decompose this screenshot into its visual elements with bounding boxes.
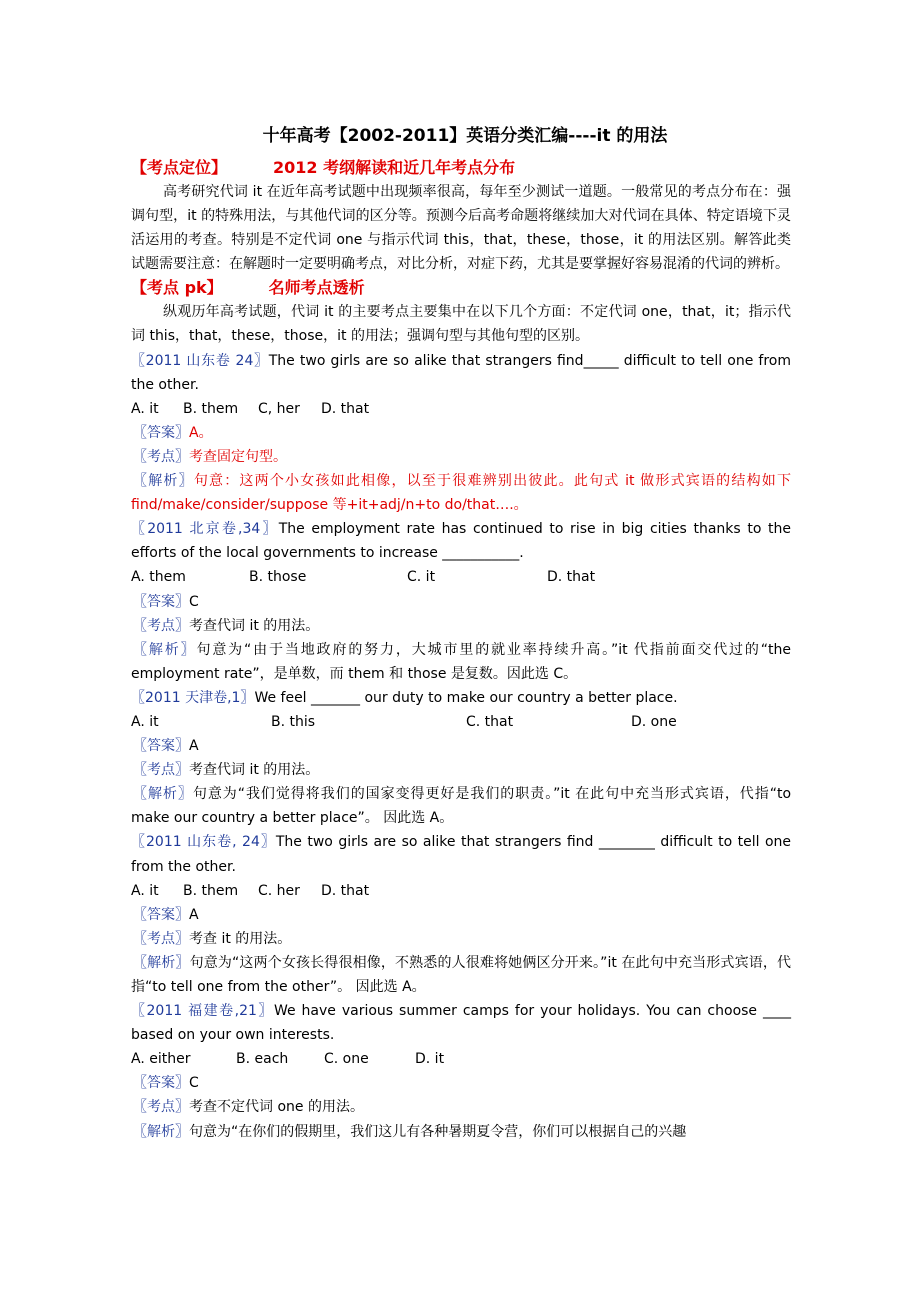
option: A. either [131,1051,191,1068]
option: A. it [131,713,159,730]
option: C. it [407,569,436,586]
answer-value: A [189,738,199,755]
point-text: 考查代词 it 的用法。 [189,617,320,634]
option: D. it [415,1051,445,1068]
answer-tag: 〖答案〗 [133,424,189,441]
section-label: 【考点 pk】 [131,278,223,298]
answer-line [131,1071,791,1095]
option: D. that [321,882,370,899]
explanation-line [131,951,791,999]
question-text: The two girls are so alike that strangers find_____ difficult to tell one from the other. [131,352,792,393]
explanation-text: 句意为“由于当地政府的努力，大城市里的就业率持续升高。”it 代指前面交代过的“the employment rate”，是单数，而 them 和 those 是复数。因此选 C。 [131,641,792,682]
option: C. her [258,882,300,899]
option: B. them [183,400,239,417]
answer-value: C [189,1075,199,1092]
option: A. them [131,569,186,586]
section-label: 【考点定位】 [131,158,228,177]
answer-tag: 〖答案〗 [133,738,189,755]
explanation-line [131,782,791,830]
answer-line [131,903,791,927]
option: D. that [321,400,370,417]
point-text: 考查 it 的用法。 [189,930,292,947]
document-body [131,120,791,1144]
answer-tag: 〖答案〗 [133,1075,189,1092]
question-source: 〖2011 山东卷, 24〗 [131,834,276,851]
point-line [131,758,791,782]
question-options [131,397,791,421]
intro-paragraph: 高考研究代词 it 在近年高考试题中出现频率很高，每年至少测试一道题。一般常见的考点分布在：强调句型，it 的特殊用法，与其他代词的区分等。预测今后高考命题将继续加大对代词在具体、特定语境下灵活运用的考查。特别是不定代词 one 与指示代词 this，that，these，those，it 的用法区别。解答此类试题需要注意：在解题时一定要明确考点，对比分析，对症下药，尤其是要掌握好容易混淆的代词的辨析。 [131,184,791,273]
explanation-text: 句意为“我们觉得将我们的国家变得更好是我们的职责。”it 在此句中充当形式宾语，代指“to make our country a better place”。 因此选 A。 [131,786,792,827]
option: D. that [547,569,596,586]
answer-line [131,421,791,445]
question-text: We feel _______ our duty to make our country a better place. [254,689,678,706]
section-title: 名师考点透析 [268,278,365,298]
section-heading-1 [131,156,791,180]
point-line [131,445,791,469]
answer-line [131,734,791,758]
question-text: The two girls are so alike that strangers find ________ difficult to tell one from the other. [131,834,791,875]
question-stem [131,830,791,878]
explanation-text: 句意：这两个小女孩如此相像，以至于很难辨别出彼此。此句式 it 做形式宾语的结构如下 find/make/consider/suppose 等+it+adj/n+to do/that….。 [131,473,791,514]
option: B. each [236,1051,289,1068]
option: B. those [249,569,307,586]
option: D. one [631,713,677,730]
answer-value: C [189,593,199,610]
point-tag: 〖考点〗 [133,762,189,779]
point-line [131,614,791,638]
question-source: 〖2011 天津卷,1〗 [131,689,255,706]
answer-value: A。 [189,424,213,441]
explanation-text: 句意为“这两个女孩长得很相像，不熟悉的人很难将她俩区分开来。”it 在此句中充当形式宾语，代指“to tell one from the other”。 因此选 A。 [131,954,792,995]
answer-value: A [189,906,199,923]
option: A. it [131,400,159,417]
option: A. it [131,882,159,899]
question-stem [131,517,791,565]
point-line [131,927,791,951]
question-text: We have various summer camps for your holidays. You can choose ____ based on your own interests. [131,1003,791,1044]
option: C, her [258,400,300,417]
explanation-tag: 〖解析〗 [133,786,193,803]
point-text: 考查固定句型。 [189,448,287,465]
question-text: The employment rate has continued to rise in big cities thanks to the efforts of the local governments to increase ___________. [131,521,792,562]
option: B. them [183,882,239,899]
section-title: 2012 考纲解读和近几年考点分布 [273,158,516,177]
question-options [131,1047,791,1071]
explanation-text: 句意为“在你们的假期里，我们这儿有各种暑期夏令营，你们可以根据自己的兴趣 [189,1123,687,1140]
point-text: 考查不定代词 one 的用法。 [189,1099,364,1116]
explanation-line [131,638,791,686]
question-options [131,565,791,589]
point-tag: 〖考点〗 [133,448,189,465]
question-source: 〖2011 福建卷,21〗 [131,1003,274,1020]
answer-tag: 〖答案〗 [133,906,189,923]
question-options [131,710,791,734]
explanation-tag: 〖解析〗 [133,641,197,658]
point-line [131,1095,791,1119]
explanation-line [131,469,791,517]
explanation-tag: 〖解析〗 [133,1123,189,1140]
answer-tag: 〖答案〗 [133,593,189,610]
question-source: 〖2011 北京卷,34〗 [131,521,279,538]
explanation-tag: 〖解析〗 [133,473,194,490]
explanation-tag: 〖解析〗 [133,954,190,971]
page-title: 十年高考【2002-2011】英语分类汇编----it 的用法 [262,126,668,146]
point-tag: 〖考点〗 [133,617,189,634]
option: B. this [271,713,316,730]
option: C. that [466,713,514,730]
option: C. one [324,1051,369,1068]
point-text: 考查代词 it 的用法。 [189,762,320,779]
question-stem [131,999,791,1047]
overview-paragraph: 纵观历年高考试题，代词 it 的主要考点主要集中在以下几个方面：不定代词 one，that，it；指示代词 this，that，these，those，it 的用法；强调句型与其他句型的区别。 [131,304,791,345]
answer-line [131,590,791,614]
question-stem [131,349,791,397]
question-stem [131,686,791,710]
point-tag: 〖考点〗 [133,930,189,947]
question-source: 〖2011 山东卷 24〗 [131,352,269,369]
point-tag: 〖考点〗 [133,1099,189,1116]
section-heading-2 [131,276,791,300]
explanation-line [131,1120,791,1144]
question-options [131,879,791,903]
